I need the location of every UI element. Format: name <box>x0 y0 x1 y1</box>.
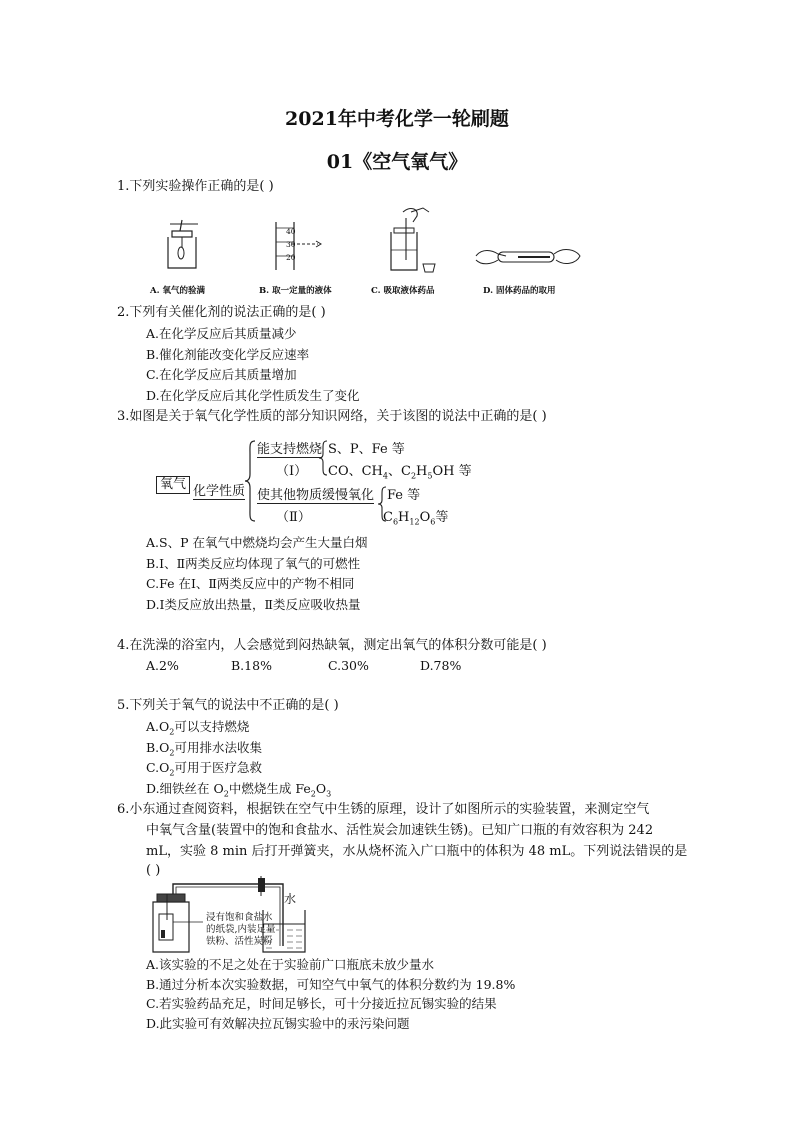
network-branch-chemical-properties: 化学性质 <box>193 480 245 500</box>
q6-figure-note <box>206 912 276 948</box>
q5-option-c: $C.O_2$可用于医疗急救 <box>146 760 262 778</box>
q6-figure-note-line-2: 的纸袋,内装足量 <box>206 924 276 935</box>
q3-option-a: A.S、P 在氧气中燃烧均会产生大量白烟 <box>146 535 368 550</box>
q5-option-a: $A.O_2$可以支持燃烧 <box>146 719 250 737</box>
q6-option-c: C.若实验药品充足，时间足够长，可十分接近拉瓦锡实验的结果 <box>146 996 497 1011</box>
q6-figure-note-line-1: 浸有饱和食盐水 <box>206 912 273 923</box>
q4-option-b: B.18% <box>231 658 272 673</box>
q1-caption-b: B. 取一定量的液体 <box>259 286 332 296</box>
q6-figure-label-water: 水 <box>284 892 297 906</box>
question-6-line-1: 6.小东通过查阅资料，根据铁在空气中生锈的原理，设计了如图所示的实验装置，来测定空气 <box>117 802 650 817</box>
q6-option-a: A.该实验的不足之处在于实验前广口瓶底未放少量水 <box>146 957 435 972</box>
q3-option-c: C.Fe 在Ⅰ、Ⅱ两类反应中的产物不相同 <box>146 576 355 591</box>
q6-figure-note-line-3: 铁粉、活性炭粉 <box>206 936 273 947</box>
q6-option-d: D.此实验可有效解决拉瓦锡实验中的汞污染问题 <box>146 1016 410 1031</box>
network-top-item-2: CO、$CH_4$、$C_2H_5OH$ 等 <box>328 464 472 481</box>
page-title: 2021年中考化学一轮刷题 <box>285 108 509 130</box>
q1-caption-d: D. 固体药品的取用 <box>483 286 556 296</box>
q1-figure-a <box>160 222 210 272</box>
network-top-label: 能支持燃烧 <box>257 438 322 458</box>
q1-scale-labels <box>286 225 296 264</box>
q3-option-b: B.Ⅰ、Ⅱ两类反应均体现了氧气的可燃性 <box>146 556 361 571</box>
q1-figure-c <box>383 208 443 274</box>
q6-option-b: B.通过分析本次实验数据，可知空气中氧气的体积分数约为 19.8% <box>146 977 516 992</box>
network-top-number: （Ⅰ） <box>276 464 308 479</box>
question-1-stem: 1.下列实验操作正确的是( ) <box>117 179 274 194</box>
q1-caption-a: A. 氧气的验满 <box>150 286 206 296</box>
question-2-stem: 2.下列有关催化剂的说法正确的是( ) <box>117 305 326 320</box>
q2-option-d: D.在化学反应后其化学性质发生了变化 <box>146 388 360 403</box>
network-bottom-label: 使其他物质缓慢氧化 <box>257 484 374 504</box>
q4-option-a: A.2% <box>146 658 179 673</box>
network-top-item-1: S、P、Fe 等 <box>328 442 405 457</box>
network-root-oxygen: 氧气 <box>156 476 190 494</box>
q4-option-c: C.30% <box>328 658 369 673</box>
network-bottom-number: （Ⅱ） <box>276 510 311 525</box>
q2-option-c: C.在化学反应后其质量增加 <box>146 367 297 382</box>
q1-caption-c: C. 吸取液体药品 <box>371 286 435 296</box>
question-6-line-2: 中氧气含量(装置中的饱和食盐水、活性炭会加速铁生锈)。已知广口瓶的有效容积为 242 <box>146 823 654 838</box>
question-5-stem: 5.下列关于氧气的说法中不正确的是( ) <box>117 698 339 713</box>
question-3-stem: 3.如图是关于氧气化学性质的部分知识网络，关于该图的说法中正确的是( ) <box>117 409 547 424</box>
network-bottom-item-1: Fe 等 <box>387 488 421 503</box>
q5-option-d: D.细铁丝在 $O_2$中燃烧生成 $Fe_2O_3$ <box>146 781 332 799</box>
q5-option-b: $B.O_2$可用排水法收集 <box>146 740 263 758</box>
q1-figure-b <box>272 222 332 272</box>
page-subtitle: 01《空气氧气》 <box>326 151 468 173</box>
q2-option-b: B.催化剂能改变化学反应速率 <box>146 347 310 362</box>
scale-tick-20: 20 <box>286 253 296 262</box>
scale-tick-30: 30 <box>286 240 296 249</box>
question-4-stem: 4.在洗澡的浴室内，人会感觉到闷热缺氧，测定出氧气的体积分数可能是( ) <box>117 638 547 653</box>
question-6-line-3: mL，实验 8 min 后打开弹簧夹，水从烧杯流入广口瓶中的体积为 48 mL。下列说法错误的是 <box>146 844 688 859</box>
question-6-line-4: ( ) <box>146 863 161 878</box>
q3-option-d: D.Ⅰ类反应放出热量，Ⅱ类反应吸收热量 <box>146 597 361 612</box>
network-brace-main <box>245 440 257 522</box>
q4-option-d: D.78% <box>420 658 462 673</box>
network-bottom-item-2: $C_6H_{12}O_6$等 <box>383 510 449 527</box>
q2-option-a: A.在化学反应后其质量减少 <box>146 326 297 341</box>
q1-figure-d <box>472 240 584 274</box>
scale-tick-40: 40 <box>286 227 296 236</box>
